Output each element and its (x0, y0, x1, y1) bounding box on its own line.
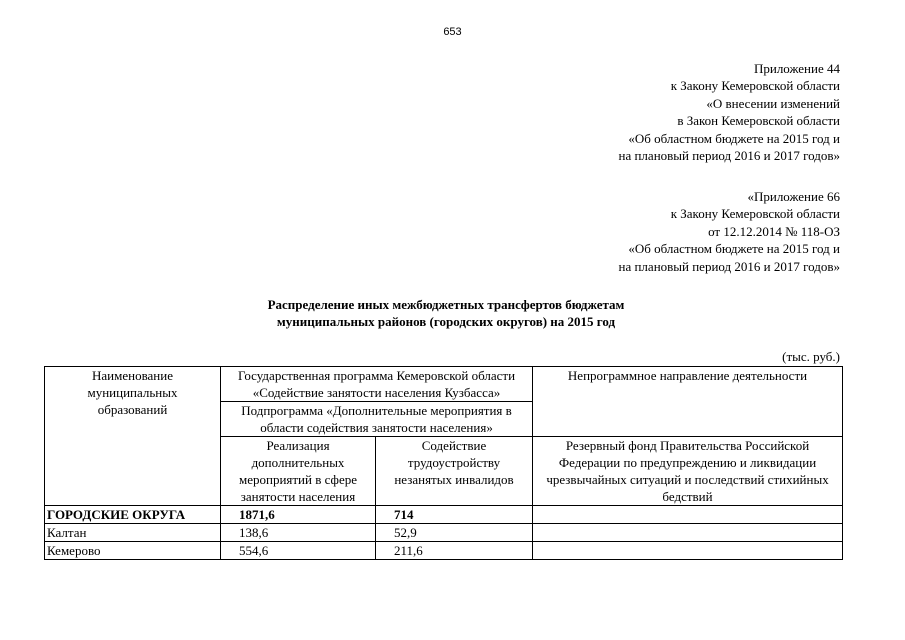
appendix-line: к Закону Кемеровской области (670, 78, 840, 94)
appendix-line: «Об областном бюджете на 2015 год и (628, 241, 840, 257)
row-name: Калтан (45, 524, 221, 542)
row-value-c (533, 542, 843, 560)
header-col-b: Содействие трудоустройству незанятых инвалидов (376, 437, 533, 506)
row-value-c (533, 524, 843, 542)
table-row (45, 542, 843, 560)
appendix-line: «Приложение 66 (747, 189, 840, 204)
row-value-a: 138,6 (221, 524, 376, 542)
header-row (45, 367, 843, 402)
header-program: Государственная программа Кемеровской области «Содействие занятости населения Кузбасса» (221, 367, 533, 402)
header-col-a: Реализация дополнительных мероприятий в сфере занятости населения (221, 437, 376, 506)
header-municipality: Наименование муниципальных образований (45, 367, 221, 506)
row-name: ГОРОДСКИЕ ОКРУГА (45, 506, 221, 524)
appendix-line: «О внесении изменений (706, 95, 840, 111)
appendix-line: «Об областном бюджете на 2015 год и (628, 130, 840, 146)
header-col-c: Резервный фонд Правительства Российской Федерации по предупреждению и ликвидации чрезвычайных ситуаций и последствий стихийных бедствий (533, 437, 843, 506)
transfers-table (44, 366, 843, 560)
title-line: муниципальных районов (городских округов) на 2015 год (276, 314, 616, 329)
appendix-line: на плановый период 2016 и 2017 годов» (618, 258, 840, 274)
page-number: 653 (443, 26, 462, 38)
table-row-total (45, 506, 843, 524)
appendix-line: к Закону Кемеровской области (670, 206, 840, 222)
title-line: Распределение иных межбюджетных трансфертов бюджетам (267, 297, 625, 312)
appendix-66-header (619, 188, 841, 275)
appendix-line: в Закон Кемеровской области (677, 113, 840, 129)
row-value-b: 714 (376, 506, 533, 524)
table-row (45, 524, 843, 542)
row-value-a: 1871,6 (221, 506, 376, 524)
row-name: Кемерово (45, 542, 221, 560)
appendix-line: от 12.12.2014 № 118-ОЗ (708, 223, 840, 239)
row-value-b: 211,6 (376, 542, 533, 560)
units-label: (тыс. руб.) (782, 349, 840, 364)
header-subprogram: Подпрограмма «Дополнительные мероприятия в области содействия занятости населения» (221, 402, 533, 437)
header-nonprogram: Непрограммное направление деятельности (533, 367, 843, 437)
appendix-44-header (619, 60, 841, 164)
row-value-c (533, 506, 843, 524)
appendix-line: Приложение 44 (753, 61, 840, 76)
document-title (0, 296, 892, 330)
row-value-b: 52,9 (376, 524, 533, 542)
row-value-a: 554,6 (221, 542, 376, 560)
appendix-line: на плановый период 2016 и 2017 годов» (618, 148, 840, 164)
